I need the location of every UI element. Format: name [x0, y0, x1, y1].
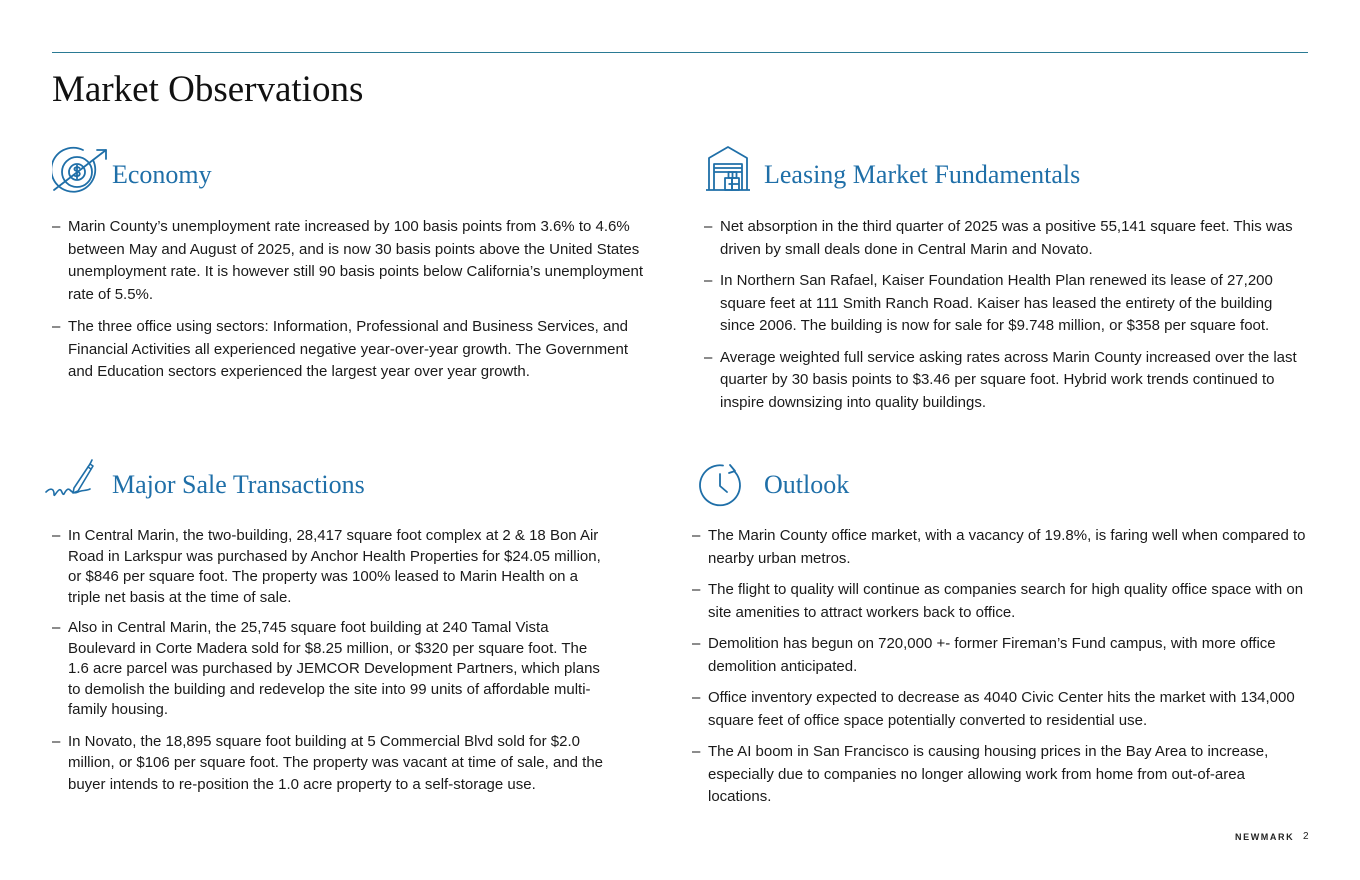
bullet-list	[52, 526, 608, 795]
section-sales	[52, 456, 608, 795]
clock-refresh-icon	[696, 458, 748, 508]
list-item: – Average weighted full service asking rates across Marin County increased over the last quarter by 30 basis points to $3.46 per square foot. Hybrid work trends continued to inspire downsizing into quality buildings.	[704, 347, 1310, 415]
section-title: Economy	[112, 160, 212, 189]
section-leasing	[704, 146, 1310, 414]
list-item: – In Central Marin, the two-building, 28,417 square foot complex at 2 & 18 Bon Air Road in Larkspur was purchased by Anchor Health Properties for $24.05 million, or $846 per square foot. The property was 100% leased to Marin Health on a triple net basis at the time of sale.	[52, 526, 608, 608]
list-item: – In Northern San Rafael, Kaiser Foundation Health Plan renewed its lease of 27,200 square feet at 111 Smith Ranch Road. Kaiser has leased the entirety of the building since 2006. The building is now for sale for $9.748 million, or $358 per square foot.	[704, 270, 1310, 338]
section-header	[52, 146, 652, 202]
list-item: – The AI boom in San Francisco is causing housing prices in the Bay Area to increase, especially due to companies no longer allowing work from home from out-of-area locations.	[692, 741, 1312, 809]
page-number: 2	[1303, 831, 1309, 842]
list-item: – In Novato, the 18,895 square foot building at 5 Commercial Blvd sold for $2.0 million, or $106 per square foot. The property was vacant at time of sale, and the buyer intends to re-position the 1.0 acre property to a self-storage use.	[52, 731, 608, 796]
signature-pen-icon	[44, 458, 100, 508]
section-title: Leasing Market Fundamentals	[764, 160, 1081, 189]
list-item: – Marin County’s unemployment rate increased by 100 basis points from 3.6% to 4.6% between May and August of 2025, and is now 30 basis points above the United States unemployment rate. It is however still 90 basis points below California’s unemployment rate of 5.5%.	[52, 216, 652, 306]
section-header	[52, 456, 608, 512]
bullet-list	[692, 525, 1312, 809]
bullet-list	[52, 216, 652, 384]
section-economy	[52, 146, 652, 384]
list-item: – Net absorption in the third quarter of 2025 was a positive 55,141 square feet. This was driven by small deals done in Central Marin and Novato.	[704, 216, 1310, 261]
dollar-growth-icon	[52, 146, 108, 198]
section-outlook	[692, 456, 1312, 809]
list-item: – Office inventory expected to decrease as 4040 Civic Center hits the market with 134,000 square feet of office space potentially converted to residential use.	[692, 687, 1312, 732]
list-item: – The three office using sectors: Information, Professional and Business Services, and Financial Activities all experienced negative year-over-year growth. The Government and Education sectors experienced the largest year over year growth.	[52, 316, 652, 384]
list-item: – Also in Central Marin, the 25,745 square foot building at 240 Tamal Vista Boulevard in Corte Madera sold for $8.25 million, or $320 per square foot. The 1.6 acre parcel was purchased by JEMCOR Development Partners, which plans to demolish the building and redevelop the site into 99 units of affordable multi-family housing.	[52, 618, 608, 721]
bullet-list	[704, 216, 1310, 414]
section-title: Major Sale Transactions	[112, 470, 365, 499]
section-title: Outlook	[764, 470, 850, 499]
page-title: Market Observations	[52, 69, 364, 110]
list-item: – The Marin County office market, with a vacancy of 19.8%, is faring well when compared to nearby urban metros.	[692, 525, 1312, 570]
section-header	[704, 146, 1310, 202]
top-rule	[52, 52, 1308, 53]
warehouse-icon	[704, 146, 752, 192]
list-item: – Demolition has begun on 720,000 +- former Fireman’s Fund campus, with more office demolition anticipated.	[692, 633, 1312, 678]
brand-logo: NEWMARK	[1235, 832, 1295, 842]
list-item: – The flight to quality will continue as companies search for high quality office space with on site amenities to attract workers back to office.	[692, 579, 1312, 624]
section-header	[692, 456, 1312, 512]
